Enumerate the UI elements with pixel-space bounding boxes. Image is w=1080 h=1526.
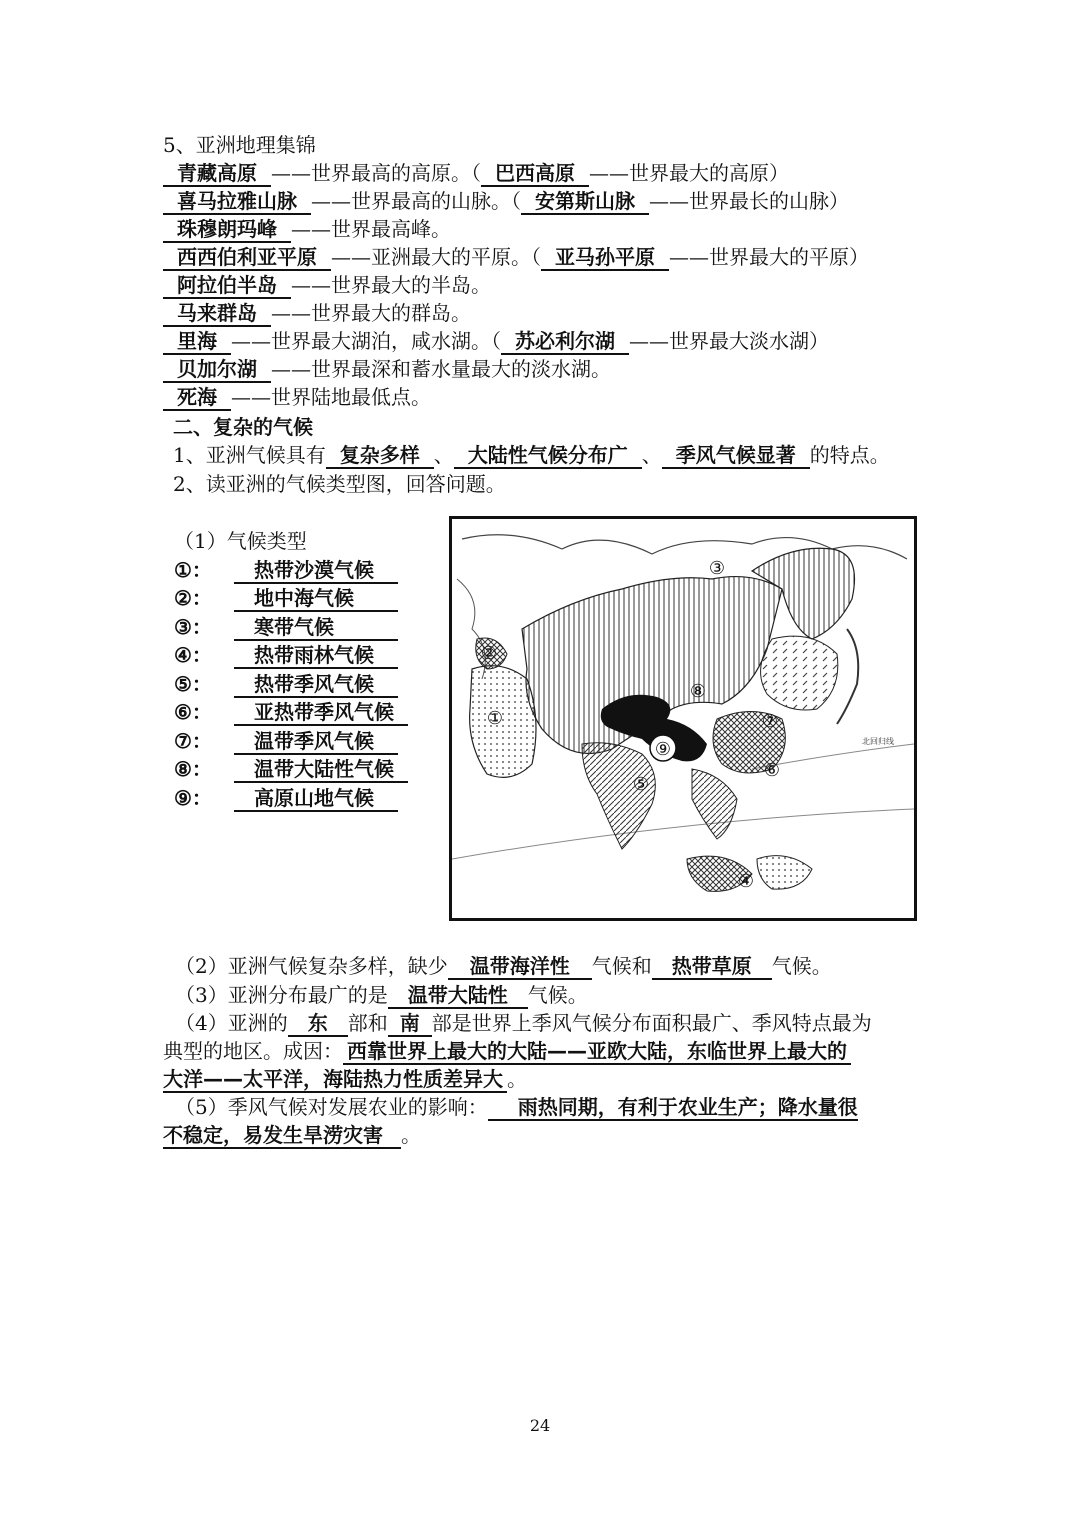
fact-text: ——亚洲最大的平原。（ — [331, 245, 541, 269]
climate-p4-line2 — [163, 1037, 923, 1065]
answer-blank: 大洋——太平洋，海陆热力性质差异大 — [163, 1067, 507, 1093]
answer-blank: 雨热同期，有利于农业生产；降水量很 — [488, 1095, 858, 1121]
fact-text: ——世界最大湖泊，咸水湖。（ — [231, 329, 501, 353]
q-text: 气候和 — [591, 954, 652, 978]
map-label: ② — [480, 643, 498, 664]
answer-blank: 温带大陆性气候 — [234, 757, 408, 783]
fact-row — [163, 327, 923, 355]
q-text: 。 — [401, 1123, 421, 1147]
list-item — [174, 727, 434, 756]
answer-blank: 热带草原 — [652, 954, 772, 980]
q-text: 气候。 — [527, 983, 588, 1007]
q-text: 气候。 — [771, 954, 832, 978]
asia-climate-map — [449, 516, 917, 921]
fact-text: ——世界最大的半岛。 — [291, 273, 491, 297]
item-number: ②： — [174, 586, 212, 610]
list-item — [174, 556, 434, 585]
fact-row — [163, 355, 923, 383]
japan-outline — [837, 629, 858, 724]
answer-blank: 喜马拉雅山脉 — [163, 189, 311, 215]
list-item — [174, 698, 434, 727]
map-label: ③ — [708, 558, 726, 579]
map-label: ④ — [737, 871, 755, 892]
fact-text: ——世界陆地最低点。 — [231, 385, 431, 409]
page-number: 24 — [529, 1416, 551, 1435]
answer-blank: 贝加尔湖 — [163, 357, 271, 383]
list-item — [174, 584, 434, 613]
item-number: ④： — [174, 643, 212, 667]
answer-blank: 季风气候显著 — [662, 443, 810, 469]
fact-row — [163, 187, 923, 215]
region-tropical-monsoon-india — [582, 743, 655, 849]
q-text: 1、亚洲气候具有 — [173, 443, 326, 467]
q-text: （5）季风气候对发展农业的影响： — [175, 1095, 488, 1119]
answer-blank: 高原山地气候 — [234, 786, 398, 812]
q-text: 典型的地区。成因： — [163, 1039, 343, 1063]
answer-blank: 死海 — [163, 385, 231, 411]
climate-p2 — [175, 952, 935, 980]
fact-text: ——世界最大的群岛。 — [271, 301, 471, 325]
fact-text: ——世界最大的高原） — [589, 161, 789, 185]
fact-text: ——世界最大淡水湖） — [629, 329, 829, 353]
fact-row — [163, 383, 923, 411]
answer-blank: 热带沙漠气候 — [234, 558, 398, 584]
tropic-label: 北回归线 — [862, 737, 894, 746]
map-drawing — [452, 519, 914, 918]
q-text: 。 — [507, 1067, 527, 1091]
q-text: 的特点。 — [809, 443, 890, 467]
climate-p3 — [175, 981, 935, 1009]
fact-row — [163, 215, 923, 243]
list-item — [174, 613, 434, 642]
map-label: ⑧ — [689, 681, 707, 702]
fact-text: ——世界最高峰。 — [291, 217, 451, 241]
answer-blank: 西靠世界上最大的大陆——亚欧大陆，东临世界上最大的 — [343, 1039, 851, 1065]
climate-q2: 2、读亚洲的气候类型图，回答问题。 — [173, 472, 506, 496]
latitude-line — [452, 809, 914, 859]
region-tropical-monsoon-indochina — [692, 769, 737, 839]
answer-blank: 大陆性气候分布广 — [454, 443, 642, 469]
climate-q1 — [173, 441, 933, 469]
climate-p4 — [175, 1009, 935, 1037]
climate-p5-line2 — [163, 1121, 923, 1149]
climate-p4-line3 — [163, 1065, 923, 1093]
list-item — [174, 784, 434, 813]
answer-blank: 地中海气候 — [234, 586, 398, 612]
answer-blank: 马来群岛 — [163, 301, 271, 327]
q-text: 部是世界上季风气候分布面积最广、季风特点最为 — [431, 1011, 872, 1035]
answer-blank: 温带大陆性 — [388, 983, 528, 1009]
answer-blank: 南 — [388, 1011, 432, 1037]
fact-row — [163, 243, 923, 271]
answer-blank: 热带季风气候 — [234, 672, 398, 698]
list-item — [174, 641, 434, 670]
climate-type-list — [174, 527, 434, 812]
q-text: （2）亚洲气候复杂多样，缺少 — [175, 954, 448, 978]
q-text: 、 — [641, 443, 662, 467]
q-text: 部和 — [347, 1011, 388, 1035]
answer-blank: 青藏高原 — [163, 161, 271, 187]
map-label: ⑥ — [763, 760, 781, 781]
fact-row — [163, 299, 923, 327]
answer-blank: 亚热带季风气候 — [234, 700, 408, 726]
map-label: ① — [486, 708, 504, 729]
fact-text: ——世界最高的山脉。（ — [311, 189, 521, 213]
list-item — [174, 670, 434, 699]
answer-blank: 巴西高原 — [481, 161, 589, 187]
fact-text: ——世界最大的平原） — [669, 245, 869, 269]
answer-blank: 亚马孙平原 — [541, 245, 669, 271]
map-label: ⑦ — [761, 711, 779, 732]
map-label: ⑤ — [632, 774, 650, 795]
q-text: （3）亚洲分布最广的是 — [175, 983, 388, 1007]
answer-blank: 珠穆朗玛峰 — [163, 217, 291, 243]
list-item — [174, 755, 434, 784]
answer-blank: 温带季风气候 — [234, 729, 398, 755]
item-number: ⑥： — [174, 700, 212, 724]
answer-blank: 寒带气候 — [234, 615, 398, 641]
item-number: ⑨： — [174, 785, 212, 810]
item-number: ⑧： — [174, 757, 212, 781]
section5-title: 5、亚洲地理集锦 — [163, 133, 316, 157]
item-number: ③： — [174, 614, 212, 639]
list-title: （1）气候类型 — [174, 529, 307, 553]
answer-blank: 温带海洋性 — [448, 954, 592, 980]
item-number: ①： — [174, 557, 212, 582]
answer-blank: 阿拉伯半岛 — [163, 273, 291, 299]
answer-blank: 复杂多样 — [326, 443, 434, 469]
item-number: ⑤： — [174, 671, 212, 696]
region-tropical-rainforest-2 — [757, 856, 812, 890]
answer-blank: 热带雨林气候 — [234, 643, 398, 669]
answer-blank: 里海 — [163, 329, 231, 355]
answer-blank: 不稳定，易发生旱涝灾害 — [163, 1123, 401, 1149]
fact-text: ——世界最高的高原。（ — [271, 161, 481, 185]
q-text: 、 — [433, 443, 454, 467]
answer-blank: 西西伯利亚平原 — [163, 245, 331, 271]
fact-text: ——世界最长的山脉） — [649, 189, 849, 213]
q-text: （4）亚洲的 — [175, 1011, 288, 1035]
map-label: ⑨ — [654, 739, 672, 760]
fact-row — [163, 271, 923, 299]
climate-p5 — [175, 1093, 935, 1121]
region-temperate-monsoon — [761, 636, 838, 710]
fact-text: ——世界最深和蓄水量最大的淡水湖。 — [271, 357, 611, 381]
fact-row — [163, 159, 923, 187]
answer-blank: 苏必利尔湖 — [501, 329, 629, 355]
climate-heading: 二、复杂的气候 — [173, 415, 313, 439]
answer-blank: 东 — [288, 1011, 348, 1037]
answer-blank: 安第斯山脉 — [521, 189, 649, 215]
item-number: ⑦： — [174, 728, 212, 753]
